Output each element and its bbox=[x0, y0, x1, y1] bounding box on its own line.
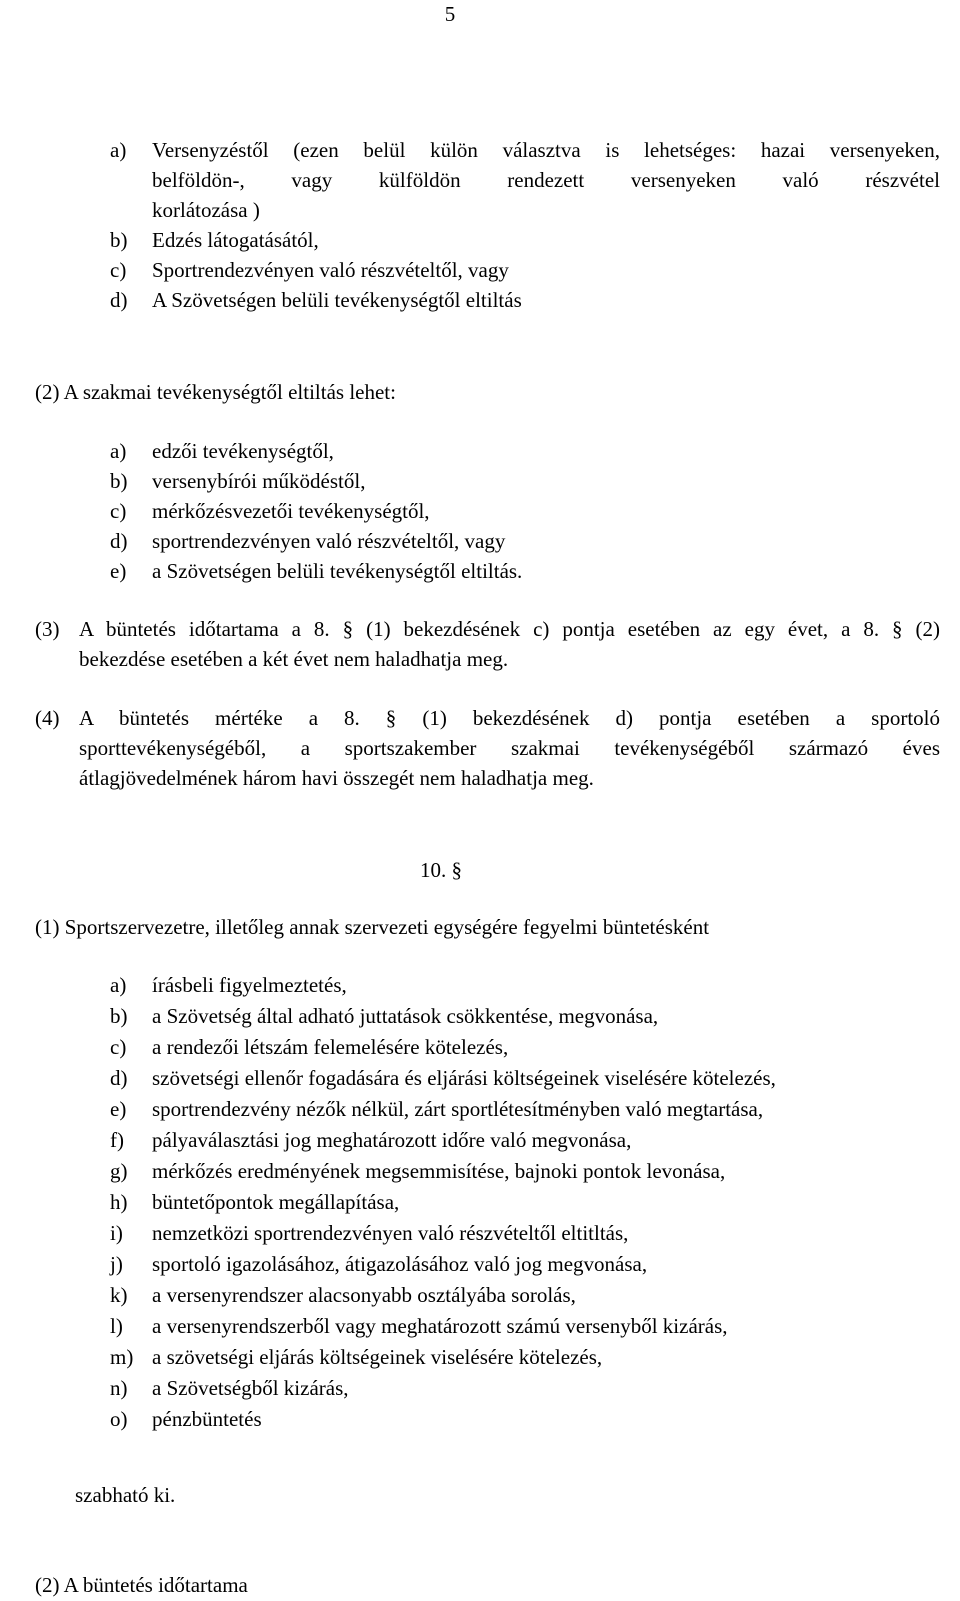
list-item-text: Edzés látogatásától, bbox=[152, 228, 319, 252]
list-item-text: a Szövetségből kizárás, bbox=[152, 1376, 349, 1400]
list-item-text: a Szövetség által adható juttatások csökkentése, megvonása, bbox=[152, 1004, 659, 1028]
list-marker: g) bbox=[110, 1159, 128, 1183]
list-item-text: mérkőzés eredményének megsemmisítése, bajnoki pontok levonása, bbox=[152, 1159, 726, 1183]
list-marker: d) bbox=[110, 529, 128, 553]
list-marker: d) bbox=[110, 1066, 128, 1090]
list-item-text: szövetségi ellenőr fogadására és eljárási költségeinek viselésére kötelezés, bbox=[152, 1066, 776, 1090]
paragraph-number: (3) bbox=[35, 617, 60, 641]
list-item-text: edzői tevékenységtől, bbox=[152, 439, 334, 463]
list-item-text: a rendezői létszám felemelésére kötelezés, bbox=[152, 1035, 509, 1059]
list-marker: n) bbox=[110, 1376, 128, 1400]
paragraph-heading: (2) A büntetés időtartama bbox=[35, 1573, 248, 1597]
paragraph-text-line: bekezdése esetében a két évet nem haladhatja meg. bbox=[79, 647, 509, 671]
list-item-text: pénzbüntetés bbox=[152, 1407, 262, 1431]
list-item-text: írásbeli figyelmeztetés, bbox=[152, 973, 347, 997]
list-marker: b) bbox=[110, 228, 128, 252]
list-marker: f) bbox=[110, 1128, 124, 1152]
list-item-text: nemzetközi sportrendezvényen való részvételtől eltitltás, bbox=[152, 1221, 629, 1245]
list-marker: b) bbox=[110, 469, 128, 493]
list-item-text: versenybírói működéstől, bbox=[152, 469, 366, 493]
list-marker: c) bbox=[110, 258, 127, 282]
list-item-text: sportoló igazolásához, átigazolásához való jog megvonása, bbox=[152, 1252, 648, 1276]
list-item-text-line: Versenyzéstől (ezen belül külön választva is lehetséges: hazai versenyeken, bbox=[152, 138, 940, 162]
list-item-text: büntetőpontok megállapítása, bbox=[152, 1190, 400, 1214]
paragraph-text-line: átlagjövedelmének három havi összegét nem haladhatja meg. bbox=[79, 766, 594, 790]
list-item-text: a Szövetségen belüli tevékenységtől eltiltás. bbox=[152, 559, 523, 583]
list-item-text: a versenyrendszerből vagy meghatározott számú versenyből kizárás, bbox=[152, 1314, 728, 1338]
closing-text: szabható ki. bbox=[75, 1483, 176, 1507]
list-item-text-line: belföldön-, vagy külföldön rendezett versenyeken való részvétel bbox=[152, 168, 940, 192]
paragraph-text-line: A büntetés időtartama a 8. § (1) bekezdésének c) pontja esetében az egy évet, a 8. § (2) bbox=[79, 617, 940, 641]
list-marker: e) bbox=[110, 559, 127, 583]
list-marker: a) bbox=[110, 439, 127, 463]
list-item-text: mérkőzésvezetői tevékenységtől, bbox=[152, 499, 430, 523]
page-number: 5 bbox=[444, 2, 456, 26]
list-item-text: pályaválasztási jog meghatározott időre való megvonása, bbox=[152, 1128, 632, 1152]
list-marker: l) bbox=[110, 1314, 123, 1338]
list-item-text: sportrendezvény nézők nélkül, zárt sportlétesítményben való megtartása, bbox=[152, 1097, 764, 1121]
list-item-text-line: korlátozása ) bbox=[152, 198, 260, 222]
list-marker: a) bbox=[110, 138, 127, 162]
list-marker: e) bbox=[110, 1097, 127, 1121]
list-marker: i) bbox=[110, 1221, 123, 1245]
list-marker: h) bbox=[110, 1190, 128, 1214]
list-marker: c) bbox=[110, 1035, 127, 1059]
list-item-text: a szövetségi eljárás költségeinek viselésére kötelezés, bbox=[152, 1345, 603, 1369]
paragraph-number: (4) bbox=[35, 706, 60, 730]
list-marker: a) bbox=[110, 973, 127, 997]
list-marker: m) bbox=[110, 1345, 134, 1369]
list-marker: o) bbox=[110, 1407, 128, 1431]
list-marker: d) bbox=[110, 288, 128, 312]
list-item-text: A Szövetségen belüli tevékenységtől eltiltás bbox=[152, 288, 522, 312]
paragraph-heading: (2) A szakmai tevékenységtől eltiltás lehet: bbox=[35, 380, 396, 404]
list-item-text: sportrendezvényen való részvételtől, vagy bbox=[152, 529, 506, 553]
section-heading: 10. § bbox=[420, 858, 462, 882]
paragraph-heading: (1) Sportszervezetre, illetőleg annak szervezeti egységére fegyelmi büntetésként bbox=[35, 915, 710, 939]
list-marker: c) bbox=[110, 499, 127, 523]
list-item-text: a versenyrendszer alacsonyabb osztályába sorolás, bbox=[152, 1283, 576, 1307]
list-item-text: Sportrendezvényen való részvételtől, vagy bbox=[152, 258, 509, 282]
paragraph-text-line: sporttevékenységéből, a sportszakember szakmai tevékenységéből származó éves bbox=[79, 736, 940, 760]
paragraph-text-line: A büntetés mértéke a 8. § (1) bekezdésének d) pontja esetében a sportoló bbox=[79, 706, 940, 730]
list-marker: j) bbox=[110, 1252, 123, 1276]
list-marker: b) bbox=[110, 1004, 128, 1028]
list-marker: k) bbox=[110, 1283, 128, 1307]
